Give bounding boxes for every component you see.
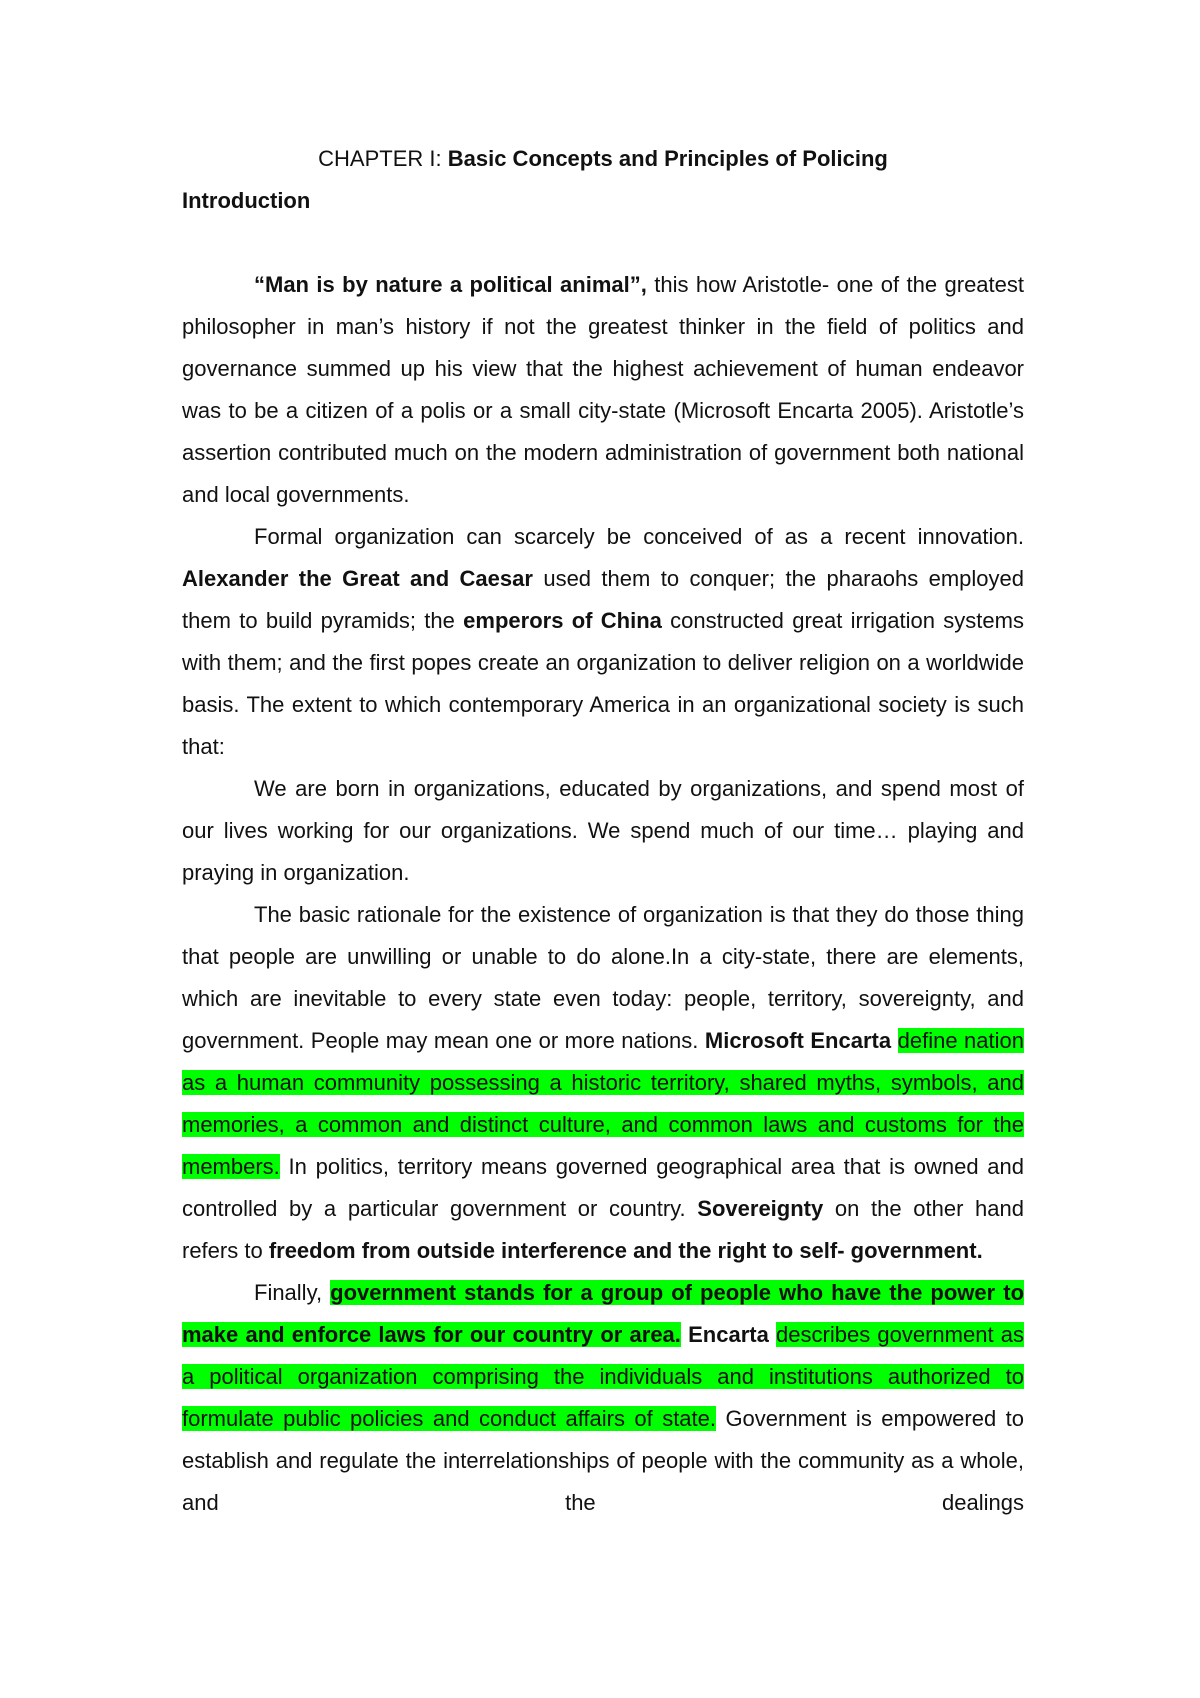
paragraph-text: this how Aristotle- one of the greatest philosopher in man’s history if not the greatest thinker in the field of politics and governance summed up his view that the highest achievement of human endeavor was to be a citizen of a polis or a small city-state (Microsoft Encarta 2005). Aristotle’s assertion contributed much on the modern administration of government both national and local governments. xyxy=(182,272,1024,507)
bold-phrase: Encarta xyxy=(688,1322,769,1347)
paragraph-rationale xyxy=(182,894,1024,1272)
aristotle-quote: “Man is by nature a political animal”, xyxy=(254,272,647,297)
paragraph-text xyxy=(769,1322,776,1347)
paragraph-block-quote xyxy=(182,768,1024,894)
paragraph-text: Government is empowered to establish and regulate the interrelationships of people with the community as a whole, and the dealings xyxy=(182,1406,1024,1515)
paragraph-aristotle xyxy=(182,264,1024,516)
bold-phrase: freedom from outside interference and the right to self- government. xyxy=(268,1238,983,1263)
chapter-title-text: Basic Concepts and Principles of Policing xyxy=(447,146,888,171)
chapter-title xyxy=(182,138,1024,180)
bold-phrase: Alexander the Great and Caesar xyxy=(182,566,533,591)
bold-phrase: Microsoft Encarta xyxy=(704,1028,892,1053)
bold-phrase: emperors of China xyxy=(463,608,662,633)
paragraph-text: The basic rationale for the existence of organization is that they do those thing that people are unwilling or unable to do alone.In a city-state, there are elements, which are inevitable to every state even today: people, territory, sovereignty, and government. People may mean one or more nations. xyxy=(182,902,1024,1053)
chapter-title-prefix: CHAPTER I: xyxy=(318,146,442,171)
paragraph-text: Finally, xyxy=(254,1280,331,1305)
section-heading: Introduction xyxy=(182,188,311,213)
paragraph-text: Formal organization can scarcely be conceived of as a recent innovation. xyxy=(254,524,1024,549)
paragraph-text: on the other hand refers to xyxy=(182,1196,1024,1263)
paragraph-text: We are born in organizations, educated by organizations, and spend most of our lives working for our organizations. We spend much of our time… playing and praying in organization. xyxy=(182,776,1024,885)
highlighted-bold-text: government stands for a group of people who have the power to make and enforce laws for our country or area. xyxy=(182,1280,1025,1347)
document-body xyxy=(182,138,1024,1524)
highlighted-text: describes government as a political organization comprising the individuals and institutions authorized to formulate public policies and conduct affairs of state. xyxy=(182,1322,1025,1431)
paragraph-text: used them to conquer; the pharaohs employed them to build pyramids; the xyxy=(182,566,1024,633)
paragraph-text xyxy=(891,1028,898,1053)
paragraph-formal-organization xyxy=(182,516,1024,768)
paragraph-government xyxy=(182,1272,1024,1524)
paragraph-text: constructed great irrigation systems with them; and the first popes create an organization to deliver religion on a worldwide basis. The extent to which contemporary America in an organizational society is such that: xyxy=(182,608,1024,759)
bold-phrase: Sovereignty xyxy=(697,1196,824,1221)
paragraph-text: In politics, territory means governed geographical area that is owned and controlled by a particular government or country. xyxy=(182,1154,1024,1221)
highlighted-text: define nation as a human community possessing a historic territory, shared myths, symbols, and memories, a common and distinct culture, and common laws and customs for the members. xyxy=(182,1028,1024,1179)
